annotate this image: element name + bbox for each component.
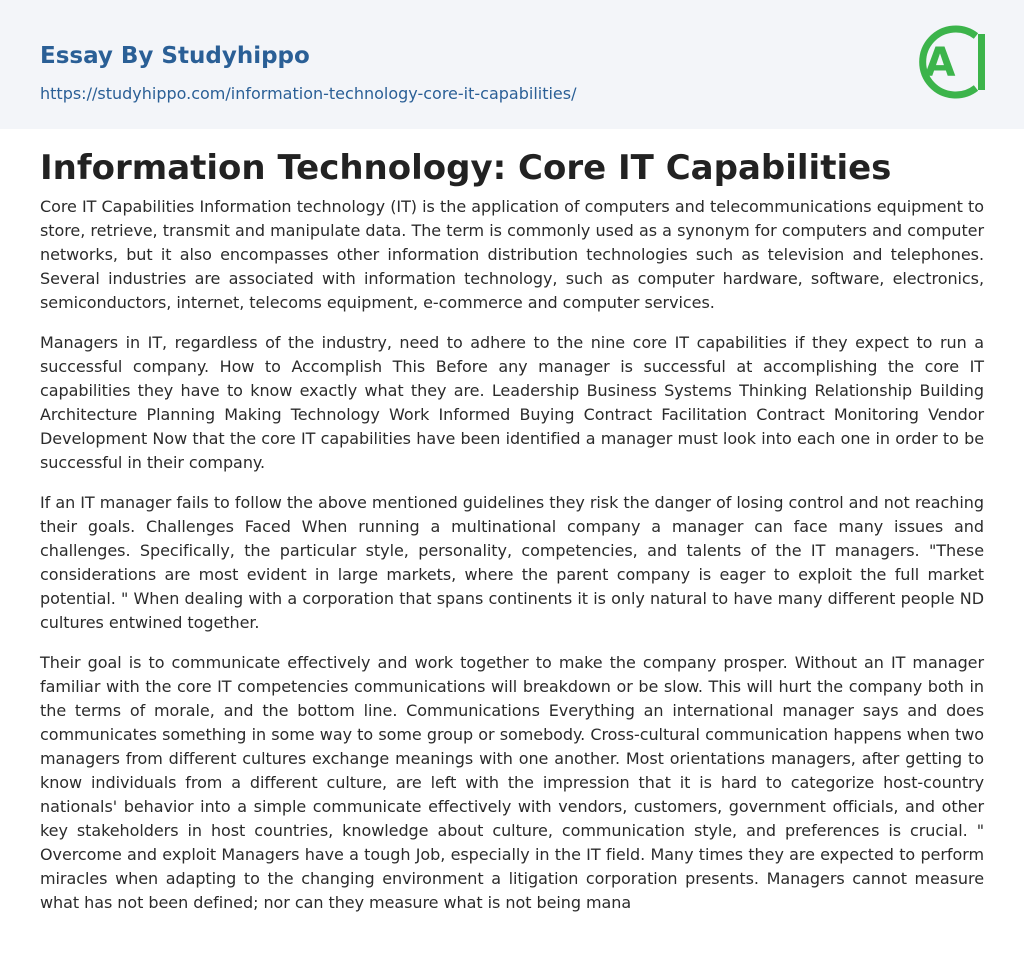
essay-paragraph: If an IT manager fails to follow the above mentioned guidelines they risk the danger of losing control and not reaching their goals. Challenges Faced When running a multinational company a manager can face many issues and challenges. Specifically, the particular style, personality, competencies, and talents of the IT managers. "These considerations are most evident in large markets, where the parent company is eager to exploit the full market potential. " When dealing with a corporation that spans continents it is only natural to have many different people ND cultures entwined together. bbox=[40, 493, 984, 632]
essay-title: Information Technology: Core IT Capabilities bbox=[40, 148, 892, 188]
studyhippo-logo-icon[interactable] bbox=[913, 20, 985, 104]
essay-paragraph: Managers in IT, regardless of the industry, need to adhere to the nine core IT capabilities if they expect to run a successful company. How to Accomplish This Before any manager is successful at accomplishing the core IT capabilities they have to know exactly what they are. Leadership Business Systems Thinking Relationship Building Architecture Planning Making Technology Work Informed Buying Contract Facilitation Contract Monitoring Vendor Development Now that the core IT capabilities have been identified a manager must look into each one in order to be successful in their company. bbox=[40, 333, 984, 472]
site-brand[interactable]: Essay By Studyhippo bbox=[40, 43, 310, 69]
essay-paragraph: Their goal is to communicate effectively and work together to make the company prosper. Without an IT manager familiar with the core IT competencies communications will breakdown or be slow. This will hurt the company both in the terms of morale, and the bottom line. Communications Everything an international manager says and does communicates something in some way to some group or somebody. Cross-cultural communication happens when two managers from different cultures exchange meanings with one another. Most orientations managers, after getting to know individuals from a different culture, are left with the impression that it is hard to categorize host-country nationals' behavior into a simple communicate effectively with vendors, customers, government officials, and other key stakeholders in host countries, knowledge about culture, communication style, and preferences is crucial. " Overcome and exploit Managers have a tough Job, especially in the IT field. Many times they are expected to perform miracles when adapting to the changing environment a litigation corporation presents. Managers cannot measure what has not been defined; nor can they measure what is not being mana bbox=[40, 653, 984, 912]
page-header bbox=[0, 0, 1024, 129]
logo-letter: A bbox=[924, 40, 956, 86]
source-url-link[interactable]: https://studyhippo.com/information-technology-core-it-capabilities/ bbox=[40, 84, 577, 103]
essay-paragraph: Core IT Capabilities Information technology (IT) is the application of computers and telecommunications equipment to store, retrieve, transmit and manipulate data. The term is commonly used as a synonym for computers and computer networks, but it also encompasses other information distribution technologies such as television and telephones. Several industries are associated with information technology, such as computer hardware, software, electronics, semiconductors, internet, telecoms equipment, e-commerce and computer services. bbox=[40, 197, 984, 312]
essay-content bbox=[40, 145, 984, 931]
